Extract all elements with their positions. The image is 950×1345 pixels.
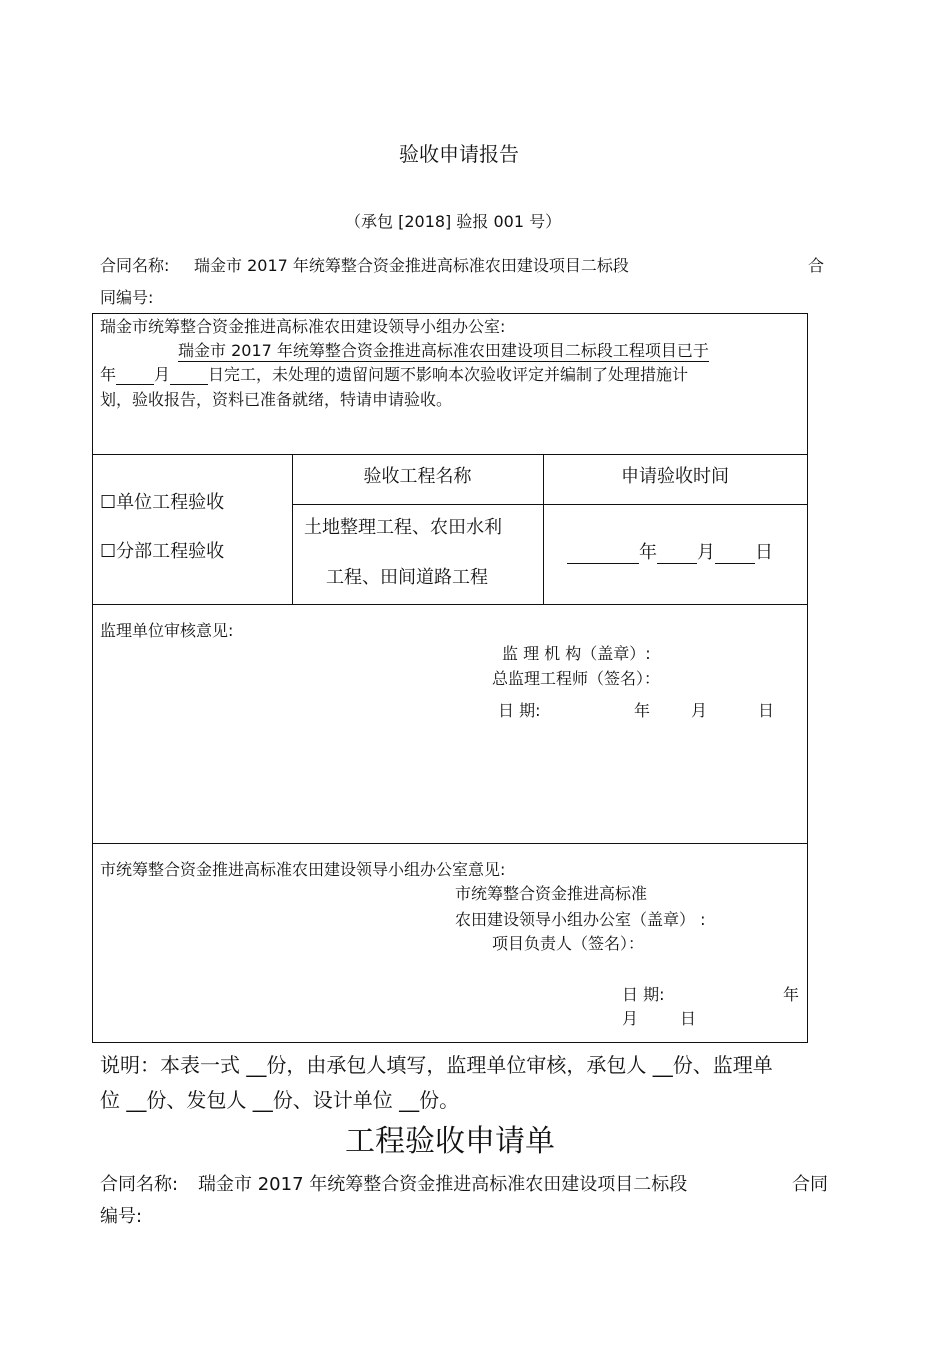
request-body-line-1: 瑞金市 2017 年统筹整合资金推进高标准农田建设项目二标段工程项目已于 <box>178 341 709 360</box>
office-date-year: 年 <box>783 985 800 1004</box>
request-body-line-2 <box>100 365 688 385</box>
office-date-label: 日 期: <box>622 985 665 1004</box>
office-org-seal: 农田建设领导小组办公室（盖章） : <box>455 910 706 929</box>
supervisor-date-day: 日 <box>758 701 775 720</box>
column-header-project-name: 验收工程名称 <box>363 466 472 487</box>
contract-name-label: 合同名称: <box>100 256 170 275</box>
apply-time-date <box>567 542 773 564</box>
form2-contract-no-label: 编号: <box>100 1206 143 1227</box>
completion-year-label: 年 <box>100 365 117 384</box>
part-acceptance-label: 分部工程验收 <box>116 541 225 562</box>
apply-day-blank[interactable] <box>715 545 755 564</box>
unit-acceptance-option[interactable] <box>100 492 224 514</box>
report-title: 验收申请报告 <box>399 142 519 166</box>
form2-contract-name-value: 瑞金市 2017 年统筹整合资金推进高标准农田建设项目二标段 <box>198 1174 688 1195</box>
project-leader-signature: 项目负责人（签名）： <box>492 934 645 953</box>
completion-day-blank[interactable] <box>170 366 208 385</box>
contract-no-label-start: 合 <box>808 256 825 275</box>
reference-number: （承包 [2018] 验报 001 号） <box>345 212 562 231</box>
note-line-2: 位 __份、发包人 __份、设计单位 __份。 <box>100 1088 460 1112</box>
part-acceptance-option[interactable] <box>100 541 224 563</box>
supervisor-date-label: 日 期: <box>498 701 541 720</box>
request-body-line-3: 划，验收报告，资料已准备就绪，特请申请验收。 <box>100 390 453 409</box>
project-name-line-1: 土地整理工程、农田水利 <box>304 517 502 538</box>
office-date-day: 日 <box>680 1009 697 1028</box>
office-org-line-1: 市统筹整合资金推进高标准 <box>455 884 648 903</box>
column-header-apply-time: 申请验收时间 <box>621 466 729 487</box>
chief-engineer-signature: 总监理工程师（签名）： <box>492 669 661 688</box>
apply-year-blank[interactable] <box>567 545 639 564</box>
completion-year-blank[interactable] <box>116 366 154 385</box>
apply-day-label: 日 <box>755 542 773 563</box>
checkbox-icon[interactable]: ☐ <box>100 492 117 513</box>
apply-month-label: 月 <box>697 542 715 563</box>
contract-name-value: 瑞金市 2017 年统筹整合资金推进高标准农田建设项目二标段 <box>194 256 629 275</box>
completion-month-label: 月 <box>154 365 171 384</box>
form-title: 工程验收申请单 <box>345 1124 555 1159</box>
supervisor-date-month: 月 <box>691 701 708 720</box>
supervisor-org-seal: 监 理 机 构（盖章）: <box>502 644 651 663</box>
completion-rest-text: 日完工，未处理的遗留问题不影响本次验收评定并编制了处理措施计 <box>208 365 689 384</box>
supervisor-opinion-title: 监理单位审核意见: <box>100 621 234 640</box>
unit-acceptance-label: 单位工程验收 <box>116 492 225 513</box>
form2-contract-no-label-start: 合同 <box>792 1174 828 1195</box>
checkbox-icon[interactable]: ☐ <box>100 541 117 562</box>
project-name-line-2: 工程、田间道路工程 <box>326 567 488 588</box>
addressee: 瑞金市统筹整合资金推进高标准农田建设领导小组办公室: <box>100 317 506 336</box>
contract-no-label: 同编号: <box>100 288 154 307</box>
supervisor-date-year: 年 <box>634 701 651 720</box>
office-opinion-title: 市统筹整合资金推进高标准农田建设领导小组办公室意见: <box>100 860 506 879</box>
apply-year-label: 年 <box>639 542 657 563</box>
office-date-month: 月 <box>622 1009 639 1028</box>
apply-month-blank[interactable] <box>657 545 697 564</box>
form2-contract-name-label: 合同名称: <box>100 1174 179 1195</box>
note-line-1: 说明：本表一式 __份，由承包人填写，监理单位审核，承包人 __份、监理单 <box>100 1053 773 1077</box>
